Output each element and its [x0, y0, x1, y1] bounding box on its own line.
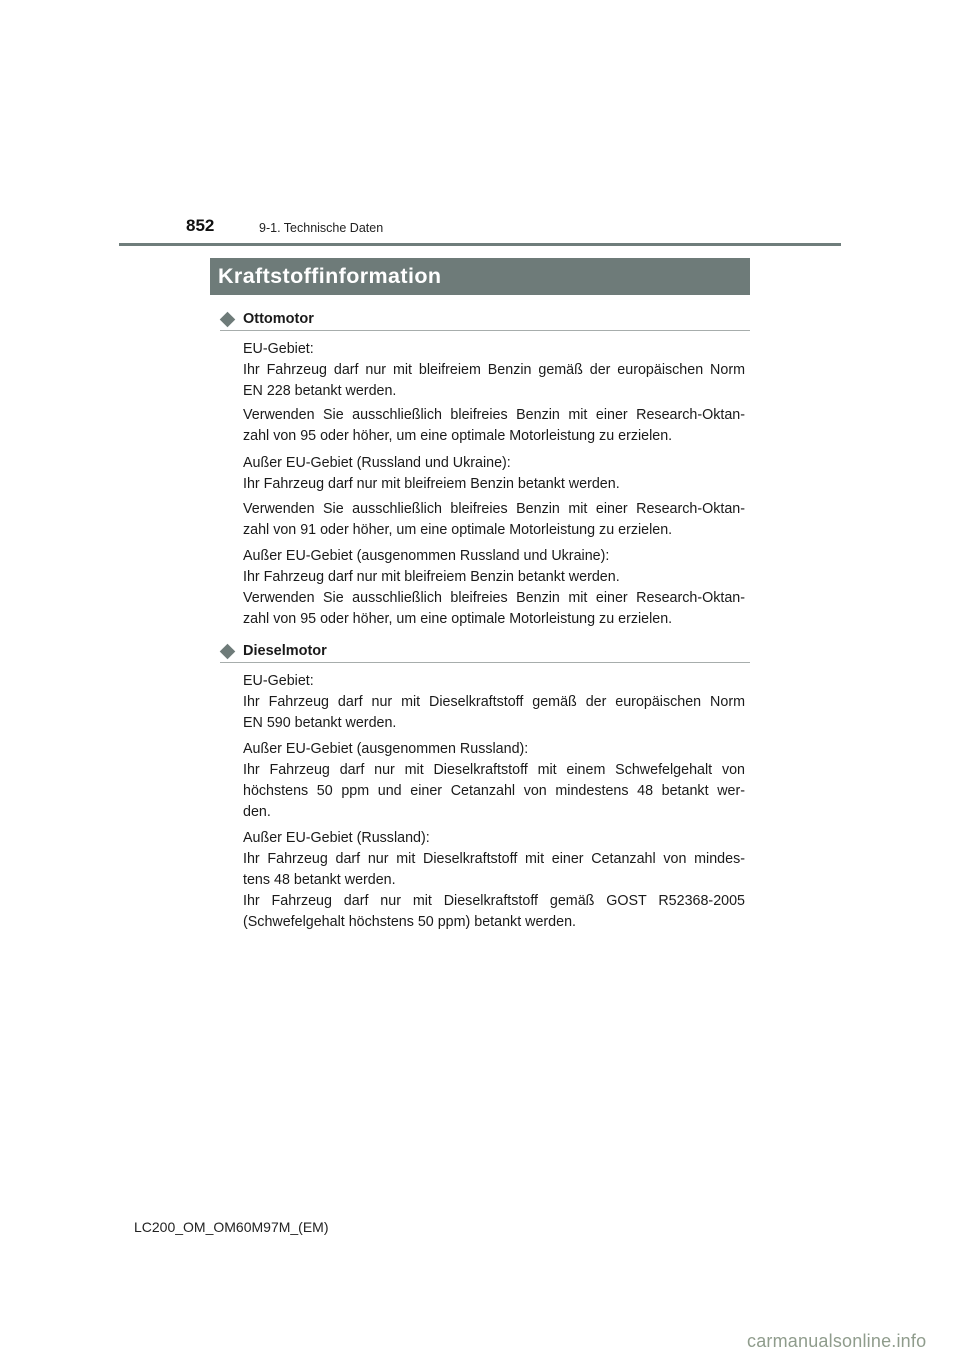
- text-line: Verwenden Sie ausschließlich bleifreies Benzin mit einer Research-Oktan-: [243, 501, 745, 517]
- page-number: 852: [186, 216, 215, 235]
- paragraph: [243, 828, 745, 933]
- diamond-bullet-icon: [220, 311, 236, 327]
- text-line: Verwenden Sie ausschließlich bleifreies Benzin mit einer Research-Oktan-: [243, 407, 745, 423]
- subheading-label: Dieselmotor: [243, 643, 327, 659]
- text-line: Ihr Fahrzeug darf nur mit bleifreiem Benzin gemäß der europäischen Norm: [243, 362, 745, 378]
- text-line: zahl von 91 oder höher, um eine optimale Motorleistung zu erzielen.: [243, 522, 673, 538]
- subheading-dieselmotor: [220, 640, 750, 663]
- text-line: Außer EU-Gebiet (Russland):: [243, 830, 430, 846]
- text-line: EU-Gebiet:: [243, 673, 314, 689]
- text-line: zahl von 95 oder höher, um eine optimale Motorleistung zu erzielen.: [243, 428, 673, 444]
- text-line: Außer EU-Gebiet (Russland und Ukraine):: [243, 455, 511, 471]
- text-line: Ihr Fahrzeug darf nur mit Dieselkraftstoff gemäß GOST R52368-2005: [243, 893, 745, 909]
- text-line: den.: [243, 804, 271, 820]
- paragraph: [243, 671, 745, 734]
- text-line: EU-Gebiet:: [243, 341, 314, 357]
- paragraph: [243, 739, 745, 823]
- chapter-title: 9-1. Technische Daten: [259, 221, 384, 235]
- watermark: carmanualsonline.info: [747, 1331, 927, 1351]
- text-line: Ihr Fahrzeug darf nur mit Dieselkraftstoff mit einem Schwefelgehalt von: [243, 762, 745, 778]
- text-line: EN 228 betankt werden.: [243, 383, 397, 399]
- text-line: (Schwefelgehalt höchstens 50 ppm) betankt werden.: [243, 914, 576, 930]
- text-line: höchstens 50 ppm und einer Cetanzahl von mindestens 48 betankt wer-: [243, 783, 745, 799]
- text-line: Außer EU-Gebiet (ausgenommen Russland und Ukraine):: [243, 548, 610, 564]
- text-line: tens 48 betankt werden.: [243, 872, 396, 888]
- paragraph: [243, 499, 745, 541]
- document-code: LC200_OM_OM60M97M_(EM): [134, 1219, 329, 1235]
- text-line: Ihr Fahrzeug darf nur mit Dieselkraftstoff gemäß der europäischen Norm: [243, 694, 745, 710]
- paragraph: [243, 546, 745, 630]
- paragraph: [243, 405, 745, 447]
- text-line: Verwenden Sie ausschließlich bleifreies Benzin mit einer Research-Oktan-: [243, 590, 745, 606]
- text-line: EN 590 betankt werden.: [243, 715, 397, 731]
- text-line: zahl von 95 oder höher, um eine optimale Motorleistung zu erzielen.: [243, 611, 673, 627]
- text-line: Ihr Fahrzeug darf nur mit bleifreiem Benzin betankt werden.: [243, 569, 620, 585]
- section-title: Kraftstoffinformation: [218, 264, 442, 288]
- paragraph: [243, 453, 745, 495]
- text-line: Außer EU-Gebiet (ausgenommen Russland):: [243, 741, 529, 757]
- diamond-bullet-icon: [220, 643, 236, 659]
- subheading-ottomotor: [220, 308, 750, 331]
- text-line: Ihr Fahrzeug darf nur mit Dieselkraftstoff mit einer Cetanzahl von mindes-: [243, 851, 745, 867]
- text-line: Ihr Fahrzeug darf nur mit bleifreiem Benzin betankt werden.: [243, 476, 620, 492]
- section-banner: [210, 258, 750, 295]
- header-rule: [119, 243, 841, 246]
- paragraph: [243, 339, 745, 402]
- subheading-label: Ottomotor: [243, 311, 314, 327]
